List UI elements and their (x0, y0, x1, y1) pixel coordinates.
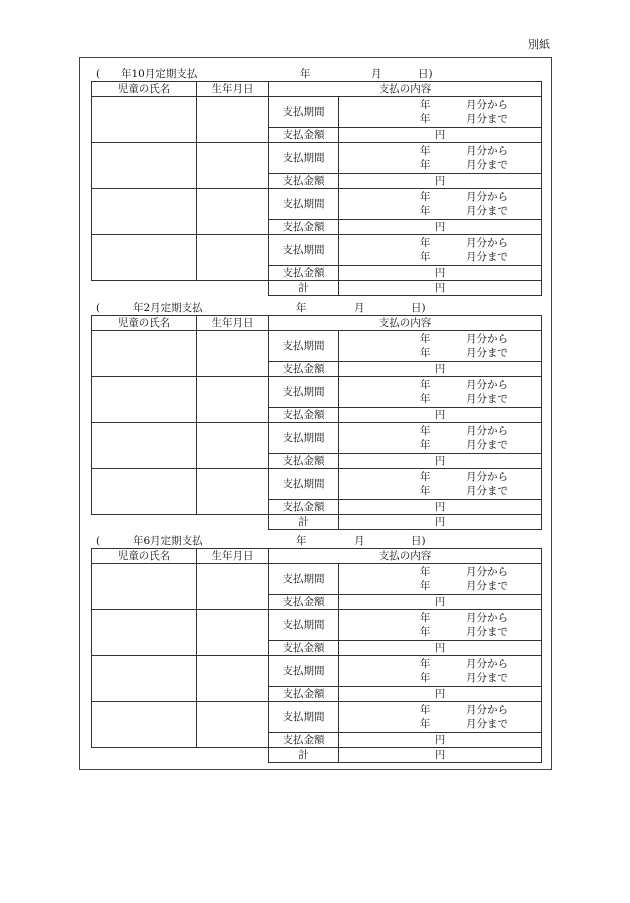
yen-unit: 円 (434, 454, 446, 467)
amount-label: 支払金額 (269, 733, 339, 748)
period-value-cell[interactable] (339, 331, 542, 362)
child-name-cell[interactable] (92, 97, 197, 143)
amount-value-cell[interactable] (339, 595, 542, 610)
child-name-cell[interactable] (92, 235, 197, 281)
child-name-cell[interactable] (92, 656, 197, 702)
header-row (92, 549, 542, 564)
period-value-cell[interactable] (339, 189, 542, 220)
month-to: 月分まで (466, 718, 508, 730)
period-label: 支払期間 (269, 377, 339, 408)
year-from: 年 (420, 425, 431, 437)
year-to: 年 (420, 485, 431, 497)
year-from: 年 (420, 99, 431, 111)
amount-value-cell[interactable] (339, 733, 542, 748)
amount-label: 支払金額 (269, 362, 339, 377)
month-from: 月分から (466, 471, 508, 483)
header-content: 支払の内容 (269, 316, 542, 331)
amount-value-cell[interactable] (339, 362, 542, 377)
header-row (92, 316, 542, 331)
month-from: 月分から (466, 379, 508, 391)
header-birth: 生年月日 (197, 549, 269, 564)
date-month: 月 (354, 535, 365, 547)
period-label: 支払期間 (269, 331, 339, 362)
table-row (92, 702, 542, 733)
yen-unit: 円 (434, 174, 446, 187)
month-to: 月分まで (466, 672, 508, 684)
amount-label: 支払金額 (269, 408, 339, 423)
amount-label: 支払金額 (269, 174, 339, 189)
month-from: 月分から (466, 566, 508, 578)
amount-value-cell[interactable] (339, 174, 542, 189)
year-from: 年 (420, 379, 431, 391)
table-row (92, 656, 542, 687)
amount-value-cell[interactable] (339, 220, 542, 235)
month-from: 月分から (466, 191, 508, 203)
attachment-label: 別紙 (528, 38, 550, 51)
payment-section (91, 534, 541, 763)
table-row (92, 331, 542, 362)
table-row (92, 423, 542, 454)
year-from: 年 (420, 145, 431, 157)
yen-unit: 円 (434, 362, 446, 375)
header-name: 児童の氏名 (92, 549, 197, 564)
table-row (92, 377, 542, 408)
month-to: 月分まで (466, 393, 508, 405)
date-month: 月 (354, 302, 365, 314)
birthdate-cell[interactable] (197, 377, 269, 423)
month-from: 月分から (466, 612, 508, 624)
period-value-cell[interactable] (339, 97, 542, 128)
month-to: 月分まで (466, 347, 508, 359)
total-value-cell[interactable] (339, 281, 542, 296)
total-label: 計 (269, 748, 339, 763)
table-row (92, 564, 542, 595)
child-name-cell[interactable] (92, 564, 197, 610)
year-to: 年 (420, 205, 431, 217)
period-label: 支払期間 (269, 564, 339, 595)
month-to: 月分まで (466, 251, 508, 263)
amount-label: 支払金額 (269, 687, 339, 702)
period-label: 支払期間 (269, 423, 339, 454)
payment-table (91, 548, 542, 763)
year-from: 年 (420, 612, 431, 624)
period-line (91, 301, 541, 315)
period-value-cell[interactable] (339, 564, 542, 595)
amount-value-cell[interactable] (339, 266, 542, 281)
child-name-cell[interactable] (92, 143, 197, 189)
open-paren: ( (96, 302, 101, 314)
year-from: 年 (420, 566, 431, 578)
period-label: 支払期間 (269, 235, 339, 266)
year-to: 年 (420, 672, 431, 684)
year-to: 年 (420, 718, 431, 730)
date-month: 月 (371, 68, 382, 80)
date-year: 年 (300, 68, 311, 80)
period-value-cell[interactable] (339, 143, 542, 174)
header-content: 支払の内容 (269, 549, 542, 564)
month-to: 月分まで (466, 159, 508, 171)
period-line (91, 67, 541, 81)
amount-value-cell[interactable] (339, 687, 542, 702)
yen-unit: 円 (434, 515, 446, 528)
payment-type: 年2月定期支払 (133, 302, 203, 314)
year-to: 年 (420, 626, 431, 638)
payment-table (91, 81, 542, 296)
birthdate-cell[interactable] (197, 423, 269, 469)
yen-unit: 円 (434, 128, 446, 141)
total-label: 計 (269, 515, 339, 530)
period-value-cell[interactable] (339, 656, 542, 687)
amount-label: 支払金額 (269, 266, 339, 281)
period-value-cell[interactable] (339, 235, 542, 266)
month-to: 月分まで (466, 205, 508, 217)
period-label: 支払期間 (269, 143, 339, 174)
year-to: 年 (420, 251, 431, 263)
date-year: 年 (296, 535, 307, 547)
birthdate-cell[interactable] (197, 656, 269, 702)
period-value-cell[interactable] (339, 423, 542, 454)
table-row (92, 235, 542, 266)
payment-section (91, 301, 541, 530)
birthdate-cell[interactable] (197, 610, 269, 656)
period-value-cell[interactable] (339, 469, 542, 500)
yen-unit: 円 (434, 220, 446, 233)
birthdate-cell[interactable] (197, 235, 269, 281)
table-row (92, 143, 542, 174)
year-from: 年 (420, 333, 431, 345)
date-day: 日) (418, 68, 433, 80)
total-label: 計 (269, 281, 339, 296)
month-from: 月分から (466, 145, 508, 157)
month-from: 月分から (466, 99, 508, 111)
payment-type: 年10月定期支払 (121, 68, 198, 80)
child-name-cell[interactable] (92, 469, 197, 515)
year-to: 年 (420, 439, 431, 451)
yen-unit: 円 (434, 687, 446, 700)
header-birth: 生年月日 (197, 82, 269, 97)
total-value-cell[interactable] (339, 515, 542, 530)
amount-value-cell[interactable] (339, 128, 542, 143)
period-label: 支払期間 (269, 189, 339, 220)
table-row (92, 610, 542, 641)
total-row (92, 748, 542, 763)
period-value-cell[interactable] (339, 702, 542, 733)
month-from: 月分から (466, 237, 508, 249)
birthdate-cell[interactable] (197, 97, 269, 143)
yen-unit: 円 (434, 281, 446, 294)
period-label: 支払期間 (269, 97, 339, 128)
birthdate-cell[interactable] (197, 331, 269, 377)
yen-unit: 円 (434, 733, 446, 746)
yen-unit: 円 (434, 500, 446, 513)
yen-unit: 円 (434, 641, 446, 654)
child-name-cell[interactable] (92, 377, 197, 423)
month-from: 月分から (466, 658, 508, 670)
year-to: 年 (420, 580, 431, 592)
child-name-cell[interactable] (92, 702, 197, 748)
child-name-cell[interactable] (92, 331, 197, 377)
year-to: 年 (420, 159, 431, 171)
year-from: 年 (420, 704, 431, 716)
amount-label: 支払金額 (269, 595, 339, 610)
table-row (92, 469, 542, 500)
header-name: 児童の氏名 (92, 316, 197, 331)
year-from: 年 (420, 471, 431, 483)
amount-label: 支払金額 (269, 128, 339, 143)
date-day: 日) (411, 535, 426, 547)
month-from: 月分から (466, 425, 508, 437)
period-line (91, 534, 541, 548)
amount-value-cell[interactable] (339, 641, 542, 656)
month-to: 月分まで (466, 113, 508, 125)
amount-value-cell[interactable] (339, 500, 542, 515)
total-row (92, 281, 542, 296)
month-to: 月分まで (466, 485, 508, 497)
open-paren: ( (96, 68, 101, 80)
period-label: 支払期間 (269, 610, 339, 641)
header-row (92, 82, 542, 97)
amount-value-cell[interactable] (339, 454, 542, 469)
month-to: 月分まで (466, 626, 508, 638)
open-paren: ( (96, 535, 101, 547)
period-label: 支払期間 (269, 702, 339, 733)
payment-section (91, 67, 541, 296)
year-to: 年 (420, 393, 431, 405)
birthdate-cell[interactable] (197, 564, 269, 610)
year-to: 年 (420, 113, 431, 125)
yen-unit: 円 (434, 748, 446, 761)
table-row (92, 97, 542, 128)
date-day: 日) (411, 302, 426, 314)
year-to: 年 (420, 347, 431, 359)
period-value-cell[interactable] (339, 610, 542, 641)
month-to: 月分まで (466, 439, 508, 451)
header-content: 支払の内容 (269, 82, 542, 97)
amount-label: 支払金額 (269, 500, 339, 515)
table-row (92, 189, 542, 220)
payment-type: 年6月定期支払 (133, 535, 203, 547)
header-birth: 生年月日 (197, 316, 269, 331)
yen-unit: 円 (434, 408, 446, 421)
birthdate-cell[interactable] (197, 143, 269, 189)
child-name-cell[interactable] (92, 189, 197, 235)
date-year: 年 (296, 302, 307, 314)
birthdate-cell[interactable] (197, 702, 269, 748)
period-label: 支払期間 (269, 656, 339, 687)
amount-label: 支払金額 (269, 641, 339, 656)
year-from: 年 (420, 237, 431, 249)
child-name-cell[interactable] (92, 610, 197, 656)
birthdate-cell[interactable] (197, 469, 269, 515)
birthdate-cell[interactable] (197, 189, 269, 235)
yen-unit: 円 (434, 595, 446, 608)
year-from: 年 (420, 191, 431, 203)
year-from: 年 (420, 658, 431, 670)
child-name-cell[interactable] (92, 423, 197, 469)
amount-label: 支払金額 (269, 220, 339, 235)
month-to: 月分まで (466, 580, 508, 592)
header-name: 児童の氏名 (92, 82, 197, 97)
month-from: 月分から (466, 333, 508, 345)
amount-value-cell[interactable] (339, 408, 542, 423)
total-row (92, 515, 542, 530)
period-label: 支払期間 (269, 469, 339, 500)
period-value-cell[interactable] (339, 377, 542, 408)
amount-label: 支払金額 (269, 454, 339, 469)
month-from: 月分から (466, 704, 508, 716)
payment-table (91, 315, 542, 530)
total-value-cell[interactable] (339, 748, 542, 763)
yen-unit: 円 (434, 266, 446, 279)
